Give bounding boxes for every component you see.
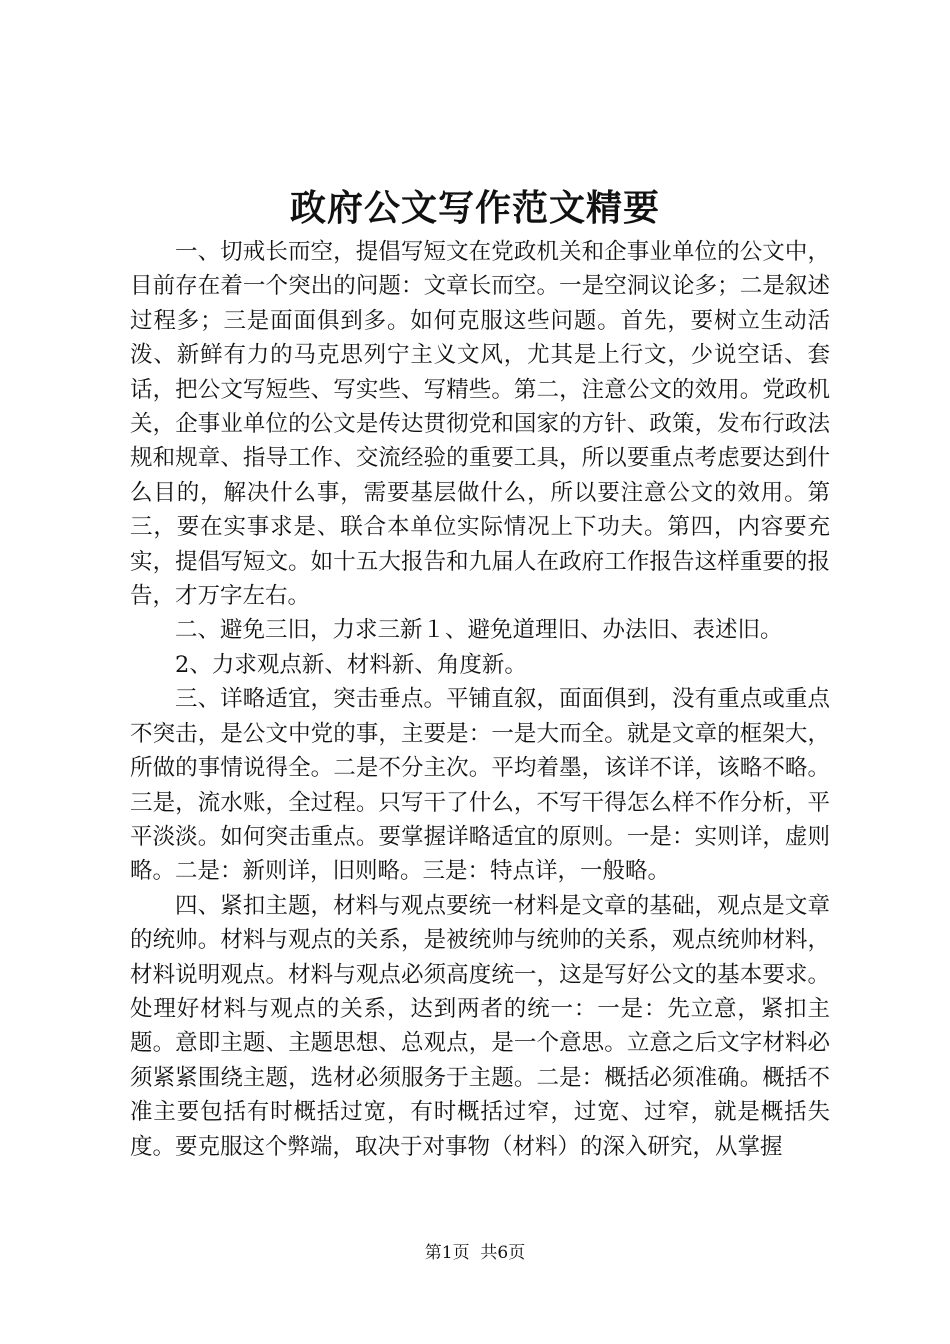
paragraph-2: 二、避免三旧，力求三新１、避免道理旧、办法旧、表述旧。 — [175, 617, 783, 644]
paragraph-4: 三、详略适宜，突击垂点。平铺直叙，面面俱到，没有重点或重点不突击，是公文中党的事，主要是：一是大而全。就是文章的框架大，所做的事情说得全。二是不分主次。平均着墨，该详不详，该略不略。三是，流水账，全过程。只写干了什么，不写干得怎么样不作分析，平平淡淡。如何突击重点。要掌握详略适宜的原则。一是：实则详，虚则略。二是：新则详，旧则略。三是：特点详，一般略。 — [130, 686, 830, 885]
paragraph-1: 一、切戒长而空，提倡写短文在党政机关和企事业单位的公文中，目前存在着一个突出的问题：文章长而空。一是空洞议论多；二是叙述过程多；三是面面俱到多。如何克服这些问题。首先，要树立生动活泼、新鲜有力的马克思列宁主义文风，尤其是上行文，少说空话、套话，把公文写短些、写实些、写精些。第二，注意公文的效用。党政机关，企事业单位的公文是传达贯彻党和国家的方针、政策，发布行政法规和规章、指导工作、交流经验的重要工具，所以要重点考虑要达到什么目的，解决什么事，需要基层做什么，所以要注意公文的效用。第三，要在实事求是、联合本单位实际情况上下功夫。第四，内容要充实，提倡写短文。如十五大报告和九届人在政府工作报告这样重要的报告，才万字左右。 — [130, 239, 830, 610]
page-number-footer: 第1页 共6页 — [424, 1243, 526, 1263]
paragraph-5: 四、紧扣主题，材料与观点要统一材料是文章的基础，观点是文章的统帅。材料与观点的关系，是被统帅与统帅的关系，观点统帅材料，材料说明观点。材料与观点必须高度统一，这是写好公文的基本要求。处理好材料与观点的关系，达到两者的统一：一是：先立意，紧扣主题。意即主题、主题思想、总观点，是一个意思。立意之后文字材料必须紧紧围绕主题，选材必须服务于主题。二是：概括必须准确。概括不准主要包括有时概括过宽，有时概括过窄，过宽、过窄，就是概括失度。要克服这个弊端，取决于对事物（材料）的深入研究，从掌握 — [130, 892, 830, 1160]
document-title: 政府公文写作范文精要 — [289, 187, 660, 229]
document-body — [130, 235, 830, 1164]
paragraph-3: 2、力求观点新、材料新、角度新。 — [175, 651, 527, 678]
